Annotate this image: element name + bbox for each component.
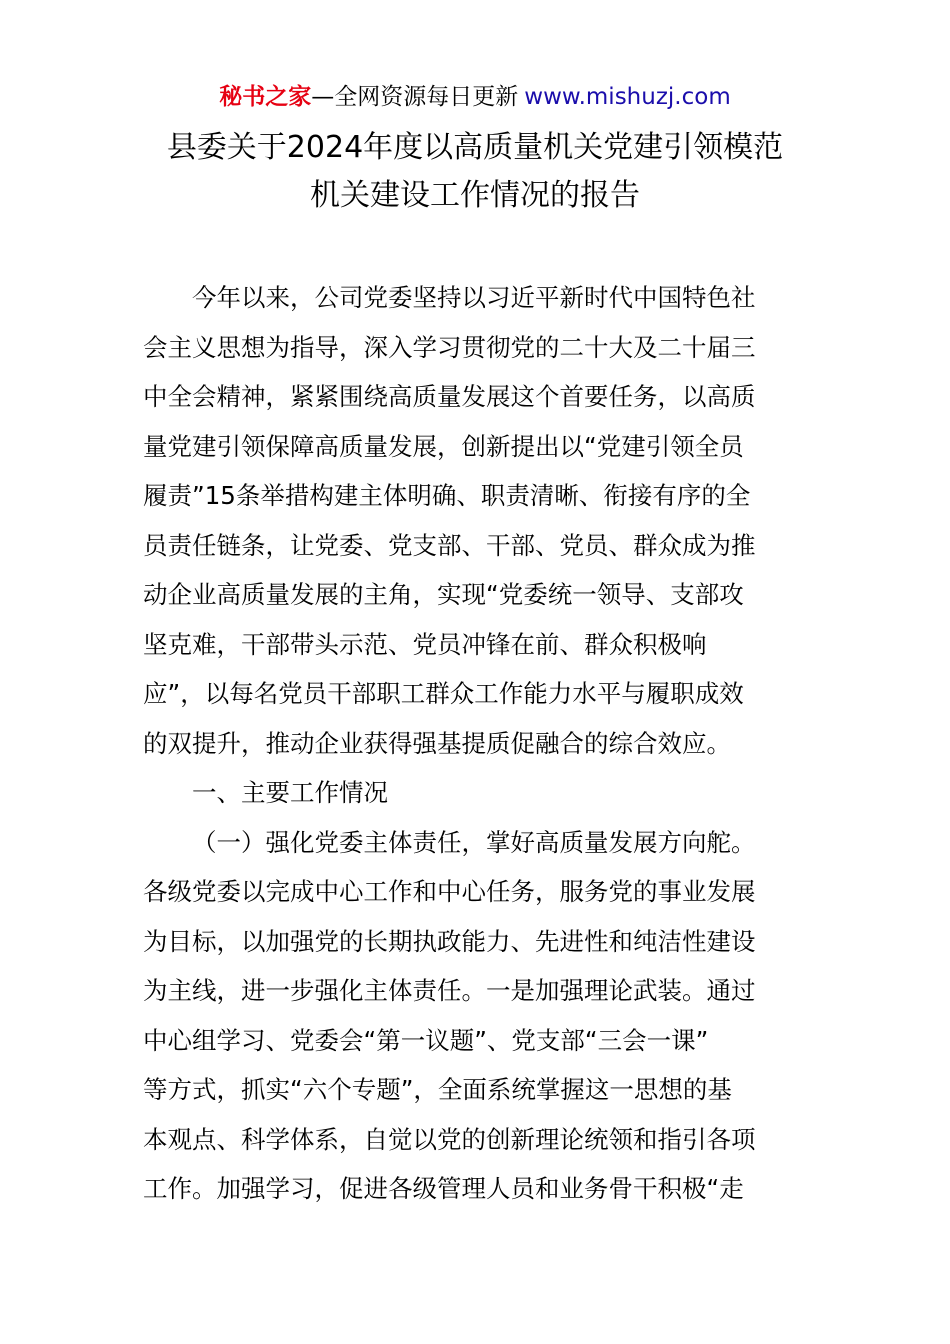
subsection-line: 工作。加强学习，促进各级管理人员和业务骨干积极“走 xyxy=(143,1174,744,1203)
subsection-line: 本观点、科学体系，自觉以党的创新理论统领和指引各项 xyxy=(143,1124,756,1154)
subsection-heading: （一）强化党委主体责任，掌好高质量发展方向舵。 xyxy=(192,827,756,857)
intro-paragraph xyxy=(143,273,809,768)
title-line-1: 县委关于2024年度以高质量机关党建引领模范 xyxy=(166,130,784,165)
subsection-line: 为主线，进一步强化主体责任。一是加强理论武装。通过 xyxy=(143,976,756,1005)
subsection-line: 中心组学习、党委会“第一议题”、党支部“三会一课” xyxy=(143,1025,709,1055)
intro-line: 履责”15条举措构建主体明确、职责清晰、衔接有序的全 xyxy=(143,481,751,510)
intro-line: 量党建引领保障高质量发展，创新提出以“党建引领全员 xyxy=(143,431,744,461)
intro-line: 的双提升，推动企业获得强基提质促融合的综合效应。 xyxy=(143,728,731,758)
site-header xyxy=(0,80,950,114)
intro-line: 会主义思想为指导，深入学习贯彻党的二十大及二十届三 xyxy=(143,332,756,362)
subsection-line: 为目标，以加强党的长期执政能力、先进性和纯洁性建设 xyxy=(143,926,756,956)
intro-line: 今年以来，公司党委坚持以习近平新时代中国特色社 xyxy=(192,283,756,312)
intro-line: 中全会精神，紧紧围绕高质量发展这个首要任务，以高质 xyxy=(143,382,756,411)
intro-line: 应”，以每名党员干部职工群众工作能力水平与履职成效 xyxy=(143,679,744,708)
brand-name: 秘书之家 xyxy=(219,84,312,110)
site-url-link[interactable]: www.mishuzj.com xyxy=(524,84,731,110)
section-heading: 一、主要工作情况 xyxy=(192,778,388,807)
title-line-2: 机关建设工作情况的报告 xyxy=(310,178,640,213)
document-body xyxy=(143,273,809,1214)
subsection-line: 各级党委以完成中心工作和中心任务，服务党的事业发展 xyxy=(143,877,756,906)
intro-line: 坚克难，干部带头示范、党员冲锋在前、群众积极响 xyxy=(143,629,707,659)
intro-line: 员责任链条，让党委、党支部、干部、党员、群众成为推 xyxy=(143,530,756,560)
subsection-line: 等方式，抓实“六个专题”，全面系统掌握这一思想的基 xyxy=(143,1075,732,1104)
document-title xyxy=(0,124,950,220)
subsection-paragraph xyxy=(143,818,809,1214)
intro-line: 动企业高质量发展的主角，实现“党委统一领导、支部攻 xyxy=(143,580,744,609)
header-tagline: —全网资源每日更新 xyxy=(311,84,519,110)
